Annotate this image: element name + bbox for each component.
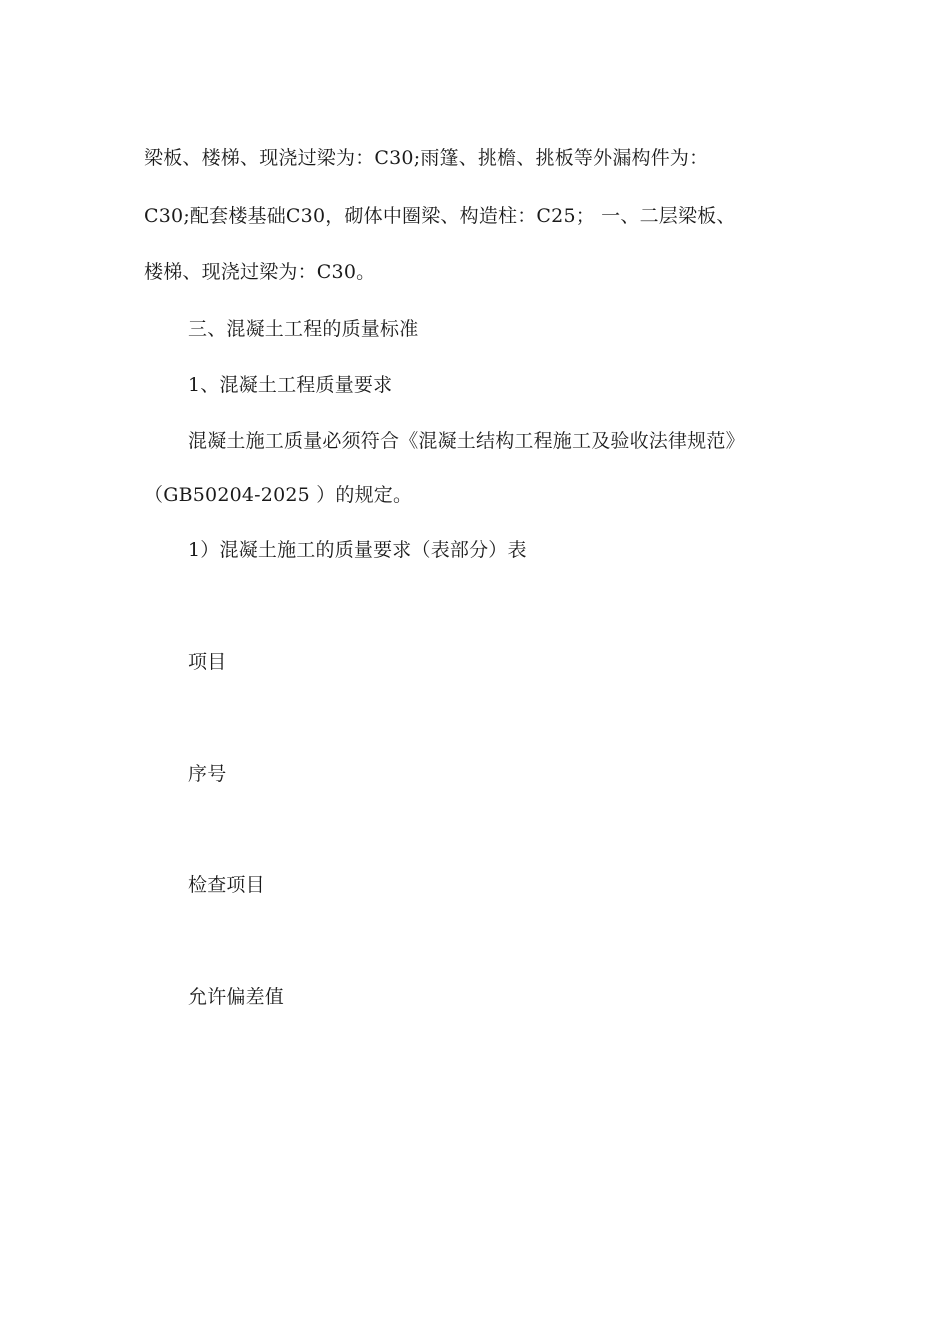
paragraph-line: （GB50204-2025 ）的规定。 bbox=[144, 484, 413, 506]
paragraph-line: 楼梯、现浇过梁为：C30。 bbox=[144, 261, 376, 283]
section-heading: 三、混凝土工程的质量标准 bbox=[188, 318, 419, 340]
subsection-heading: 1、混凝土工程质量要求 bbox=[188, 374, 393, 396]
table-header-serial: 序号 bbox=[188, 763, 227, 785]
paragraph-line: C30;配套楼基础C30，砌体中圈梁、构造柱：C25； 一、二层梁板、 bbox=[144, 205, 736, 227]
paragraph-line: 梁板、楼梯、现浇过梁为：C30;雨篷、挑檐、挑板等外漏构件为： bbox=[144, 147, 709, 169]
table-caption: 1）混凝土施工的质量要求（表部分）表 bbox=[188, 539, 527, 561]
table-header-tolerance: 允许偏差值 bbox=[188, 986, 285, 1008]
table-header-item: 项目 bbox=[188, 651, 227, 673]
paragraph-line: 混凝土施工质量必须符合《混凝土结构工程施工及验收法律规范》 bbox=[188, 430, 745, 452]
table-header-check-item: 检查项目 bbox=[188, 874, 265, 896]
